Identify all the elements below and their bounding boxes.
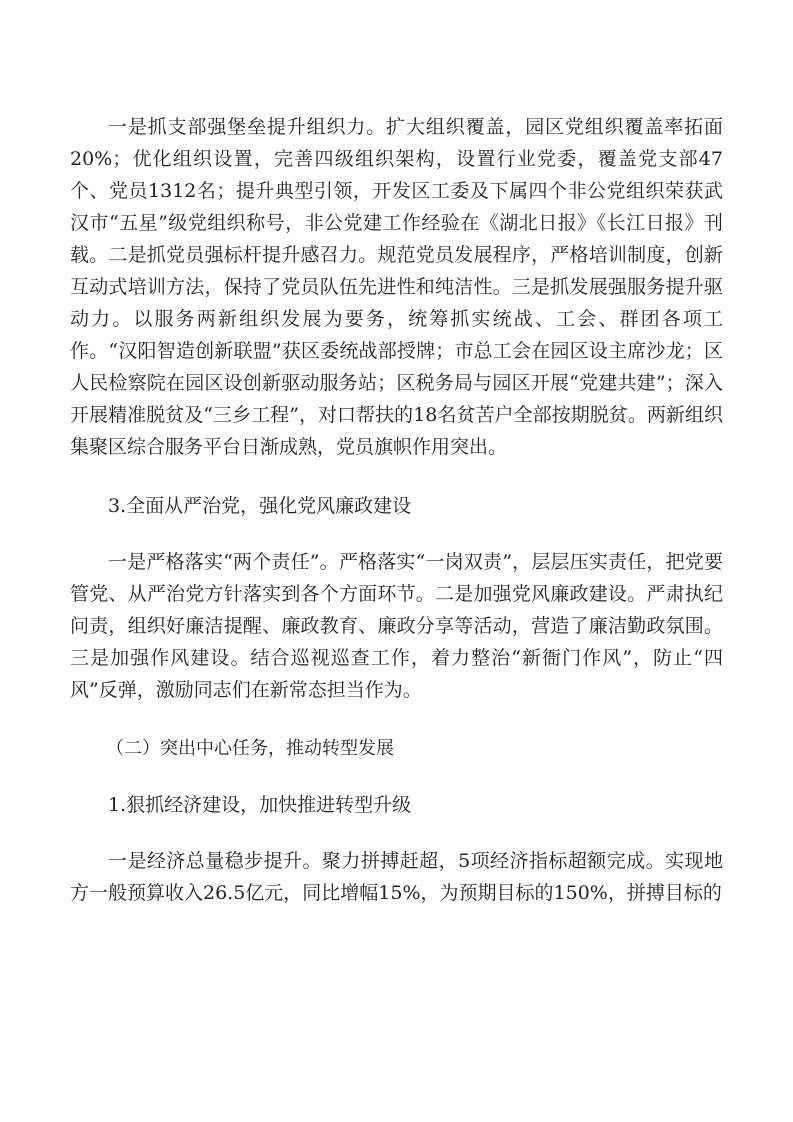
heading-central-tasks: （二）突出中心任务，推动转型发展 bbox=[106, 738, 394, 759]
paragraph-economic-growth: 一是经济总量稳步提升。聚力拼搏赶超，5项经济指标超额完成。实现地方一般预算收入26.5亿元，同比增幅15%，为预期目标的150%，拼搏目标的 bbox=[70, 850, 723, 904]
document-body bbox=[70, 111, 723, 909]
paragraph-two-responsibilities: 一是严格落实“两个责任”。严格落实“一岗双责”，层层压实责任，把党要管党、从严治党方针落实到各个方面环节。二是加强党风廉政建设。严肃执纪问责，组织好廉洁提醒、廉政教育、廉政分享等活动，营造了廉洁勤政氛围。三是加强作风建设。结合巡视巡查工作，着力整治“新衙门作风”，防止“四风”反弹，激励同志们在新常态担当作为。 bbox=[70, 551, 723, 701]
paragraph-party-organization: 一是抓支部强堡垒提升组织力。扩大组织覆盖，园区党组织覆盖率拓面20%；优化组织设置，完善四级组织架构，设置行业党委，覆盖党支部47个、党员1312名；提升典型引领，开发区工委及下属四个非公党组织荣获武汉市“五星”级党组织称号，非公党建工作经验在《湖北日报》《长江日报》刊载。二是抓党员强标杆提升感召力。规范党员发展程序，严格培训制度，创新互动式培训方法，保持了党员队伍先进性和纯洁性。三是抓发展强服务提升驱动力。以服务两新组织发展为要务，统筹抓实统战、工会、群团各项工作。“汉阳智造创新联盟”获区委统战部授牌；市总工会在园区设主席沙龙；区人民检察院在园区设创新驱动服务站；区税务局与园区开展“党建共建”；深入开展精准脱贫及“三乡工程”，对口帮扶的18名贫苦户全部按期脱贫。两新组织集聚区综合服务平台日渐成熟，党员旗帜作用突出。 bbox=[70, 116, 723, 458]
heading-strict-party-governance: 3.全面从严治党，强化党风廉政建设 bbox=[108, 495, 412, 517]
heading-economic-construction: 1.狠抓经济建设，加快推进转型升级 bbox=[108, 794, 412, 816]
